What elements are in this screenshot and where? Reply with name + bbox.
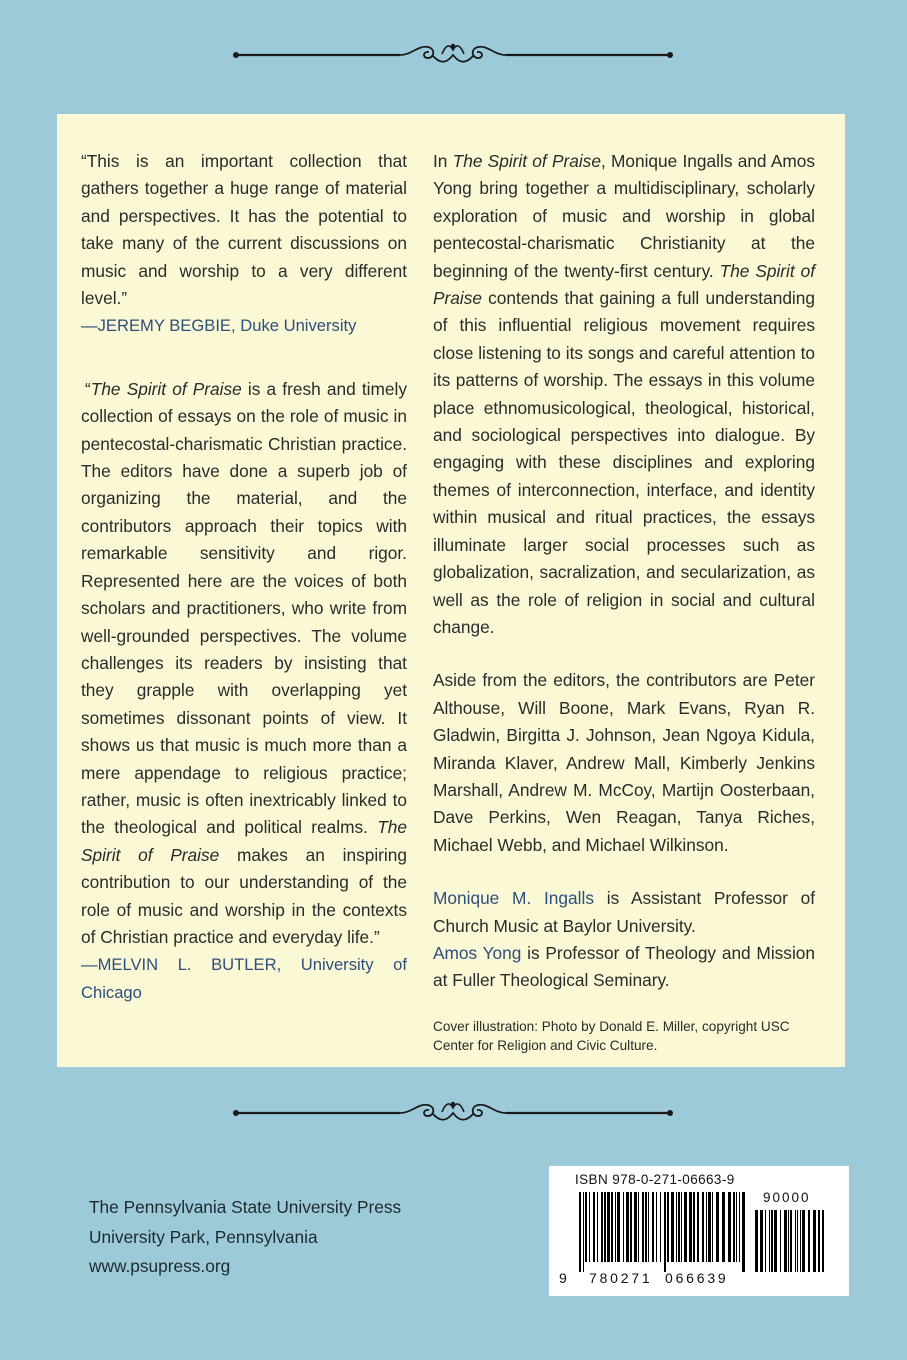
cover-caption: Cover illustration: Photo by Donald E. Miller, copyright USC Center for Religion and Civic Culture.: [433, 1018, 790, 1053]
barcode-bar: [788, 1210, 789, 1272]
barcode-bar: [728, 1192, 731, 1262]
barcode-bar: [822, 1210, 824, 1272]
barcode-bar: [676, 1192, 677, 1262]
ean-group-1: 780271: [589, 1270, 653, 1286]
addon-number: 90000: [763, 1190, 811, 1205]
barcode-bar: [601, 1192, 603, 1262]
quote-open-mark: “: [85, 378, 91, 399]
barcode-bar: [667, 1192, 669, 1262]
description-text: contends that gaining a full understanding of this influential religious movement requires close listening to its songs and careful attention to its patterns of worship. The essays in this volume place ethnomusicological, theological, historical, and sociological perspectives into dialogue. By engaging with these disciplines and exploring themes of interconnection, interface, and identity within musical and ritual practices, the essays illuminate larger social processes such as globalization, sacralization, and secularization, as well as the role of religion in social and cultural change.: [433, 288, 815, 637]
barcode-bar: [802, 1210, 805, 1272]
barcode-bar: [623, 1192, 624, 1262]
bottom-ornament: [232, 1098, 674, 1128]
barcode-bar: [765, 1210, 766, 1272]
endorsement-attribution-1: [81, 312, 407, 339]
barcode-bar: [684, 1192, 687, 1262]
barcode-bar: [615, 1192, 616, 1262]
barcode-bar: [589, 1192, 590, 1262]
editor-bio-text-1: is Assistant Professor of Church Music at Baylor University.: [433, 888, 815, 936]
editor-bio-2: [433, 940, 815, 995]
quote-text: makes an inspiring contribution to our understanding of the role of music and worship in the contexts of Christian practice and everyday life.”: [81, 844, 407, 947]
barcode-bar: [597, 1192, 598, 1262]
barcode-bar: [797, 1210, 798, 1272]
barcode-bar: [800, 1210, 801, 1272]
barcode-bar: [689, 1192, 692, 1262]
barcode-bar: [790, 1210, 792, 1272]
barcode-bar: [795, 1210, 796, 1272]
barcode-bar: [579, 1192, 581, 1272]
barcode-bar: [693, 1192, 695, 1262]
barcode-bar: [736, 1192, 737, 1262]
barcode-bar: [617, 1192, 620, 1262]
barcode-bar: [593, 1192, 595, 1262]
barcode-bar: [681, 1192, 682, 1262]
ean-barcode-icon: [579, 1192, 747, 1272]
barcode-bar: [697, 1192, 699, 1262]
barcode-bar: [716, 1192, 719, 1262]
barcode-bar: [664, 1192, 666, 1272]
barcode-bar: [585, 1192, 587, 1262]
endorsement-attribution-2: [81, 951, 407, 1006]
endorsement-quote-1: “This is an important collection that gathers together a huge range of material and perspectives. It has the potential to take many of the current discussions on music and worship to a very different level.”: [81, 151, 407, 309]
barcode-bar: [583, 1192, 584, 1272]
barcode-bar: [626, 1192, 629, 1262]
barcode-bar: [813, 1210, 816, 1272]
endorser-name-1: —JEREMY BEGBIE,: [81, 316, 236, 336]
barcode-bar: [771, 1210, 773, 1272]
description-column: [433, 148, 815, 1055]
barcode-bar: [638, 1192, 639, 1262]
description-text: In: [433, 151, 453, 171]
text-panel: [57, 114, 845, 1067]
barcode-bar: [656, 1192, 657, 1262]
barcode-bar: [678, 1192, 680, 1262]
barcode-bar: [733, 1192, 735, 1262]
barcode-bar: [642, 1192, 644, 1262]
book-title: The Spirit of Praise: [433, 260, 816, 309]
contributors-paragraph: Aside from the editors, the contributors are Peter Althouse, Will Boone, Mark Evans, Ryan R. Gladwin, Birgitta J. Johnson, Jean Ngoya Kidula, Miranda Klaver, Andrew Mall, Kimberly Jenkins Marshall, Andrew M. McCoy, Martijn Oosterbaan, Dave Perkins, Wen Reagan, Tanya Riches, Michael Webb, and Michael Wilkinson.: [433, 670, 815, 855]
book-title: The Spirit of Praise: [90, 378, 242, 399]
barcode-bar: [660, 1192, 661, 1262]
publisher-name: The Pennsylvania State University Press: [89, 1197, 402, 1217]
endorsements-column: [81, 148, 407, 1006]
scroll-ornament-icon: [232, 1098, 674, 1128]
barcode-bar: [774, 1210, 777, 1272]
barcode-bar: [755, 1210, 758, 1272]
endorsement-quote-2: [81, 376, 407, 952]
barcode-bar: [634, 1192, 637, 1262]
book-description: [433, 148, 815, 641]
barcode-bar: [760, 1210, 763, 1272]
endorser-name-2: —MELVIN L. BUTLER,: [81, 955, 282, 975]
scroll-ornament-icon: [232, 40, 674, 70]
addon-barcode-icon: [755, 1210, 825, 1272]
barcode-bar: [769, 1210, 770, 1272]
editor-bio-text-2: is Professor of Theology and Mission at Fuller Theological Seminary.: [433, 942, 816, 991]
endorser-affiliation-2: University of Chicago: [81, 955, 407, 1002]
publisher-info: [89, 1193, 401, 1282]
barcode-bar: [739, 1192, 740, 1262]
barcode-bar: [742, 1192, 745, 1272]
isbn-label: ISBN 978-0-271-06663-9: [575, 1172, 735, 1187]
publisher-website: www.psupress.org: [89, 1256, 231, 1276]
barcode-bar: [808, 1210, 810, 1272]
barcode-bar: [652, 1192, 654, 1262]
book-title: The Spirit of Praise: [81, 817, 407, 865]
quote-text: is a fresh and timely collection of essays on the role of music in pentecostal-charismatic Christian practice. The editors have done a superb job of organizing the material, and the contributors approach their topics with remarkable sensitivity and rigor. Represented here are the voices of both scholars and practitioners, who write from well-grounded perspectives. The volume challenges its readers by insisting that they grapple with overlapping yet sometimes dissonant points of view. It shows us that music is much more than a mere appendage to religious practice; rather, music is often inextricably linked to the theological and political realms.: [81, 378, 407, 838]
barcode-bar: [712, 1192, 713, 1262]
barcode-bar: [604, 1192, 606, 1262]
barcode-bar: [818, 1210, 820, 1272]
barcode-bar: [706, 1192, 707, 1262]
barcode-bar: [645, 1192, 647, 1262]
barcode-bar: [702, 1192, 704, 1262]
barcode-bar: [780, 1210, 781, 1272]
barcode-bar: [784, 1210, 787, 1272]
endorser-affiliation-1: Duke University: [240, 316, 357, 336]
barcode-bar: [722, 1192, 725, 1262]
barcode-bar: [611, 1192, 613, 1262]
publisher-location: University Park, Pennsylvania: [89, 1226, 318, 1247]
barcode-bar: [607, 1192, 610, 1262]
barcode-bar: [630, 1192, 632, 1262]
editor-name-1: Monique M. Ingalls: [433, 888, 594, 909]
ean-group-2: 066639: [665, 1270, 729, 1286]
top-ornament: [232, 40, 674, 70]
ean-lead-digit: 9: [559, 1270, 567, 1286]
book-title: The Spirit of Praise: [452, 151, 601, 171]
barcode-bar: [708, 1192, 711, 1262]
barcode-bar: [648, 1192, 649, 1262]
editor-bio-1: [433, 885, 815, 940]
editor-name-2: Amos Yong: [433, 942, 522, 963]
barcode-bar: [671, 1192, 674, 1262]
barcode-box: [549, 1166, 849, 1296]
description-text: , Monique Ingalls and Amos Yong bring together a multidisciplinary, scholarly exploration of music and worship in global pentecostal-charismatic Christianity at the beginning of the twenty-first century.: [433, 151, 815, 281]
